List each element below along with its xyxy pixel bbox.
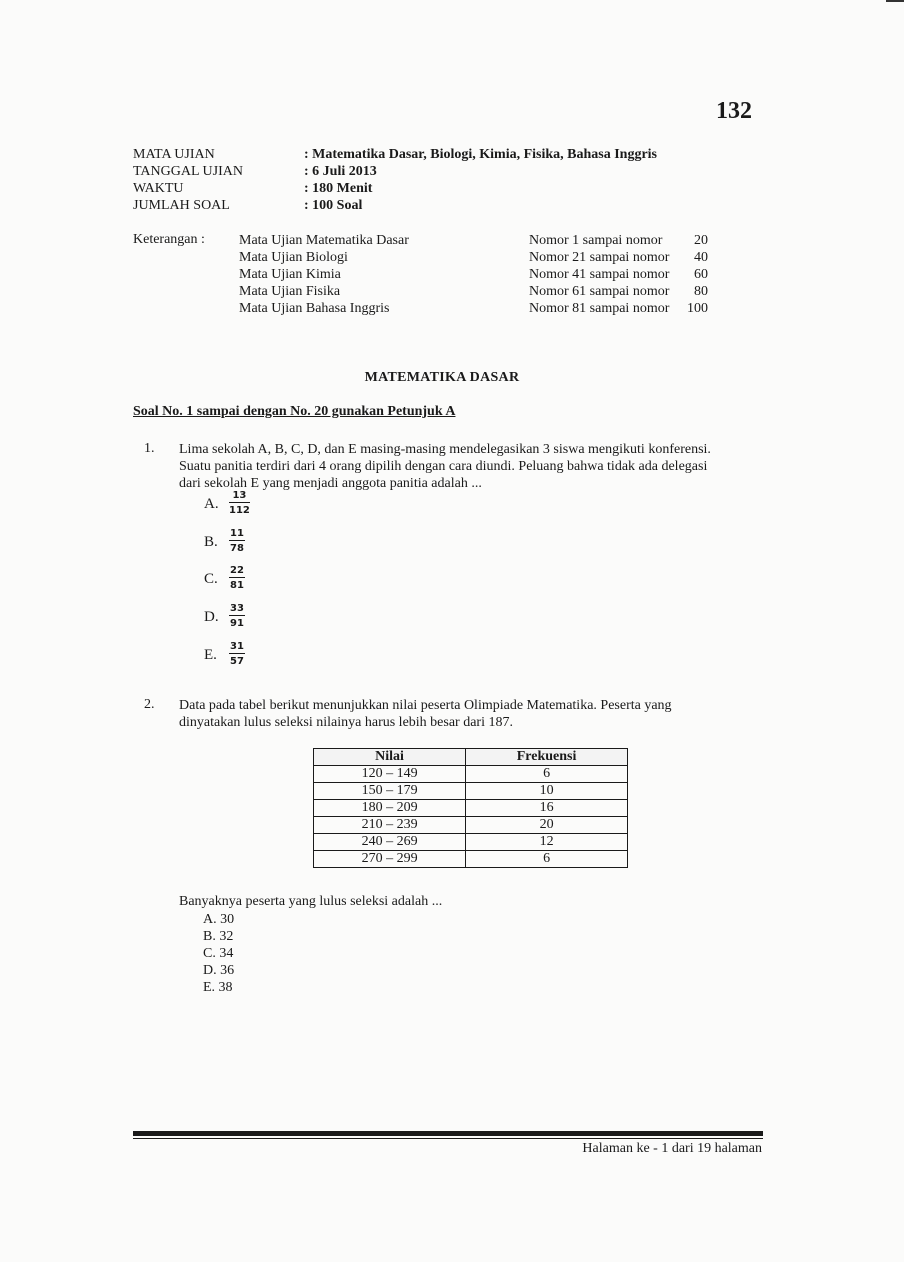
- option-fraction: [229, 603, 245, 629]
- table-cell: 210 – 239: [314, 817, 466, 834]
- fraction-denominator: 91: [230, 618, 244, 629]
- question-number: 1.: [144, 441, 155, 456]
- fraction-denominator: 57: [230, 656, 244, 667]
- exam-info-label: TANGGAL UJIAN: [133, 164, 243, 179]
- option-letter: D.: [204, 609, 219, 625]
- question-text: [179, 697, 763, 731]
- table-cell: 150 – 179: [314, 783, 466, 800]
- question-prompt: Banyaknya peserta yang lulus seleksi adalah ...: [179, 894, 443, 909]
- keterangan-range: Nomor 61 sampai nomor: [529, 284, 670, 299]
- table-header-cell: Frekuensi: [466, 749, 628, 766]
- keterangan-range: Nomor 81 sampai nomor: [529, 301, 670, 316]
- fraction-numerator: 33: [230, 603, 244, 614]
- option-letter: E.: [204, 647, 217, 663]
- section-title: MATEMATIKA DASAR: [364, 370, 520, 385]
- option-fraction: [229, 490, 250, 516]
- keterangan-end: 20: [694, 233, 708, 248]
- table-cell: 6: [466, 766, 628, 783]
- table-cell: 10: [466, 783, 628, 800]
- option-letter: A.: [204, 496, 219, 512]
- fraction-numerator: 22: [230, 565, 244, 576]
- question-line: Lima sekolah A, B, C, D, dan E masing-masing mendelegasikan 3 siswa mengikuti konferensi.: [179, 442, 711, 457]
- answer-option: B. 32: [203, 929, 234, 944]
- table-row: [314, 766, 628, 783]
- fraction-denominator: 81: [230, 580, 244, 591]
- table-row: [314, 817, 628, 834]
- exam-info-value: : 180 Menit: [304, 181, 373, 196]
- table-cell: 12: [466, 834, 628, 851]
- keterangan-subject: Mata Ujian Matematika Dasar: [239, 233, 409, 248]
- table-cell: 6: [466, 851, 628, 868]
- keterangan-range: Nomor 21 sampai nomor: [529, 250, 670, 265]
- question-text: [179, 441, 763, 492]
- answer-option: C. 34: [203, 946, 234, 961]
- footer-rule-thin: [133, 1138, 763, 1139]
- keterangan-subject: Mata Ujian Kimia: [239, 267, 341, 282]
- frequency-table: [313, 748, 628, 868]
- question-number: 2.: [144, 697, 155, 712]
- exam-info-value: : 6 Juli 2013: [304, 164, 377, 179]
- section-instruction: Soal No. 1 sampai dengan No. 20 gunakan Petunjuk A: [133, 404, 456, 419]
- table-row: [314, 783, 628, 800]
- option-letter: B.: [204, 534, 218, 550]
- keterangan-subject: Mata Ujian Biologi: [239, 250, 348, 265]
- table-cell: 16: [466, 800, 628, 817]
- keterangan-end: 60: [694, 267, 708, 282]
- table-row: [314, 834, 628, 851]
- table-cell: 270 – 299: [314, 851, 466, 868]
- keterangan-end: 40: [694, 250, 708, 265]
- question-line: dinyatakan lulus seleksi nilainya harus lebih besar dari 187.: [179, 715, 513, 730]
- page-footer: Halaman ke - 1 dari 19 halaman: [582, 1141, 762, 1156]
- scan-edge-mark: [886, 0, 904, 2]
- table-cell: 120 – 149: [314, 766, 466, 783]
- keterangan-range: Nomor 1 sampai nomor: [529, 233, 663, 248]
- option-fraction: [229, 641, 245, 667]
- answer-option: E. 38: [203, 980, 233, 995]
- answer-option: D. 36: [203, 963, 235, 978]
- question-line: Suatu panitia terdiri dari 4 orang dipilih dengan cara diundi. Peluang bahwa tidak ada delegasi: [179, 459, 708, 474]
- exam-info-value: : 100 Soal: [304, 198, 363, 213]
- keterangan-end: 80: [694, 284, 708, 299]
- option-fraction: [229, 565, 245, 591]
- keterangan-subject: Mata Ujian Bahasa Inggris: [239, 301, 390, 316]
- table-row: [314, 800, 628, 817]
- keterangan-range: Nomor 41 sampai nomor: [529, 267, 670, 282]
- page-code: 132: [716, 98, 752, 124]
- exam-info-label: JUMLAH SOAL: [133, 198, 230, 213]
- keterangan-label: Keterangan :: [133, 232, 205, 247]
- fraction-denominator: 78: [230, 543, 244, 554]
- keterangan-end: 100: [687, 301, 708, 316]
- answer-option: A. 30: [203, 912, 235, 927]
- table-cell: 180 – 209: [314, 800, 466, 817]
- option-letter: C.: [204, 571, 218, 587]
- question-line: Data pada tabel berikut menunjukkan nilai peserta Olimpiade Matematika. Peserta yang: [179, 698, 672, 713]
- footer-rule-thick: [133, 1131, 763, 1136]
- table-header-row: [314, 749, 628, 766]
- table-header-cell: Nilai: [314, 749, 466, 766]
- fraction-numerator: 11: [230, 528, 244, 539]
- question-line: dari sekolah E yang menjadi anggota panitia adalah ...: [179, 476, 482, 491]
- fraction-numerator: 13: [229, 490, 250, 503]
- exam-info-label: MATA UJIAN: [133, 147, 215, 162]
- table-cell: 240 – 269: [314, 834, 466, 851]
- option-fraction: [229, 528, 245, 554]
- table-row: [314, 851, 628, 868]
- keterangan-subject: Mata Ujian Fisika: [239, 284, 341, 299]
- exam-info-label: WAKTU: [133, 181, 184, 196]
- exam-info-value: : Matematika Dasar, Biologi, Kimia, Fisika, Bahasa Inggris: [304, 147, 658, 162]
- table-cell: 20: [466, 817, 628, 834]
- fraction-numerator: 31: [230, 641, 244, 652]
- fraction-denominator: 112: [229, 505, 250, 516]
